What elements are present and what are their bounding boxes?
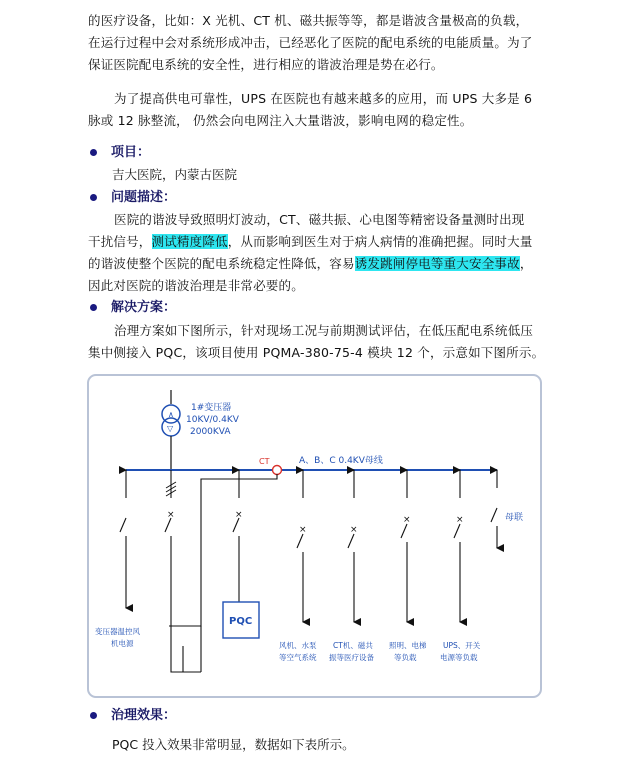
- svg-text:×: ×: [456, 515, 464, 525]
- svg-text:∧: ∧: [168, 410, 174, 419]
- highlight-safety: 诱发跳闸停电等重大安全事故: [354, 256, 520, 271]
- bullet-icon: [90, 712, 97, 719]
- effect-label: 治理效果：: [111, 708, 177, 723]
- problem-paragraph: [88, 209, 550, 297]
- feeder-branch-2: [165, 470, 201, 672]
- solution-label: 解决方案：: [111, 300, 177, 315]
- transformer-icon: [162, 390, 180, 436]
- intro-line-3: 保证医院配电系统的安全性，进行相应的谐波治理是势在必行。: [88, 57, 444, 72]
- busbar-label: A、B、C 0.4KV母线: [299, 456, 383, 466]
- solution-line-1: 治理方案如下图所示，针对现场工况与前期测试评估，在低压配电系统低压: [114, 323, 534, 338]
- load-label: 振等医疗设备: [329, 653, 374, 662]
- problem-text: 干扰信号，: [88, 234, 152, 249]
- project-heading: [88, 143, 150, 163]
- project-label: 项目：: [111, 145, 151, 160]
- feeder-branch-7: [440, 470, 481, 662]
- intro-paragraph: [88, 10, 550, 76]
- bus-tie: [491, 470, 523, 548]
- load-label: 电源等负载: [440, 653, 478, 662]
- highlight-accuracy: 测试精度降低: [151, 234, 228, 249]
- solution-line-2: 集中侧接入 PQC，该项目使用 PQMA-380-75-4 模块 12 个，示意如下图所示。: [88, 345, 545, 360]
- load-label: 照明、电梯: [389, 641, 427, 650]
- ups-line-2: 脉或 12 脉整流， 仍然会向电网注入大量谐波，影响电网的稳定性。: [88, 113, 473, 128]
- problem-line-3: [88, 253, 550, 275]
- load-label: 等负载: [394, 653, 417, 662]
- transformer-capacity: 2000KVA: [190, 427, 231, 437]
- ups-line-1: 为了提高供电可靠性，UPS 在医院也有越来越多的应用，而 UPS 大多是 6: [114, 91, 533, 106]
- problem-text: ，从而影响到医生对于病人病情的准确把握。同时大量: [227, 234, 533, 249]
- feeder-branch-5: [329, 470, 374, 662]
- svg-text:×: ×: [167, 510, 175, 520]
- load-label: 风机、水泵: [279, 641, 317, 650]
- tie-label: 母联: [505, 513, 524, 523]
- transformer-name: 1#变压器: [191, 403, 232, 413]
- ct-icon: [273, 466, 282, 475]
- effect-heading: [88, 706, 176, 726]
- ups-paragraph: [88, 88, 550, 132]
- project-value: 吉大医院，内蒙古医院: [112, 167, 238, 182]
- transformer-voltage: 10KV/0.4KV: [186, 415, 239, 425]
- svg-text:×: ×: [299, 525, 307, 535]
- load-label: 等空气系统: [279, 653, 317, 662]
- intro-line-2: 在运行过程中会对系统形成冲击，已经恶化了医院的配电系统的电能质量。为了: [88, 35, 533, 50]
- feeder-branch-pqc: [223, 470, 259, 638]
- load-label: 变压器温控风: [95, 627, 140, 636]
- svg-text:×: ×: [350, 525, 358, 535]
- diagram-svg: [89, 376, 540, 696]
- problem-line-2: [88, 231, 550, 253]
- problem-line-1: 医院的谐波导致照明灯波动，CT、磁共振、心电图等精密设备量测时出现: [114, 212, 525, 227]
- problem-text: 的谐波使整个医院的配电系统稳定性降低，容易: [88, 256, 355, 271]
- wiring-diagram: [87, 374, 542, 698]
- solution-heading: [88, 298, 176, 318]
- bullet-icon: [90, 304, 97, 311]
- load-label: CT机、磁共: [333, 641, 373, 650]
- pqc-label: PQC: [229, 616, 253, 627]
- solution-paragraph: [88, 320, 550, 364]
- ct-label: CT: [259, 457, 270, 466]
- svg-text:×: ×: [235, 510, 243, 520]
- load-label: 机电源: [111, 639, 134, 648]
- problem-heading: [88, 188, 176, 208]
- problem-line-4: 因此对医院的谐波治理是非常必要的。: [88, 278, 304, 293]
- effect-text: PQC 投入效果非常明显，数据如下表所示。: [112, 737, 355, 752]
- bullet-icon: [90, 149, 97, 156]
- load-label: UPS、开关: [443, 641, 481, 650]
- feeder-branch-4: [279, 470, 317, 662]
- feeder-branch-1: [95, 470, 140, 648]
- intro-line-1: 的医疗设备，比如：X 光机、CT 机、磁共振等等，都是谐波含量极高的负载，: [88, 13, 529, 28]
- svg-text:▽: ▽: [167, 424, 174, 433]
- svg-text:×: ×: [403, 515, 411, 525]
- bullet-icon: [90, 194, 97, 201]
- problem-label: 问题描述：: [111, 190, 177, 205]
- feeder-branch-6: [389, 470, 427, 662]
- problem-text: ，: [519, 256, 533, 271]
